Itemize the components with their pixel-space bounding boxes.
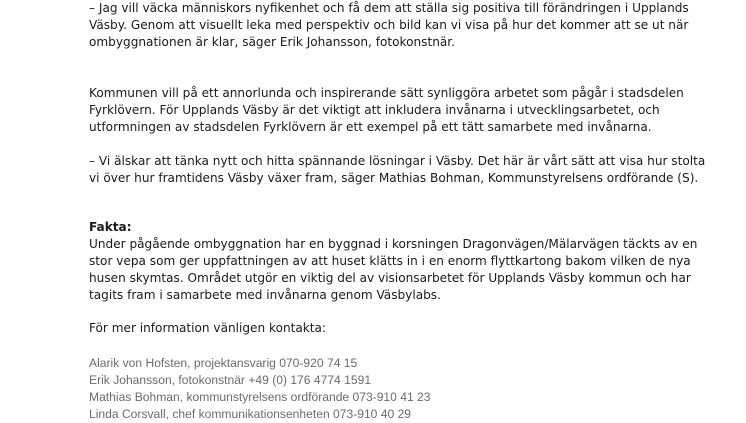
text-line: Väsby. Genom att visuellt leka med perspektiv och bild kan vi visa på hur det kommer att se ut när <box>89 18 689 32</box>
contact-item: Erik Johansson, fotokonstnär +49 (0) 176 4774 1591 <box>89 373 372 387</box>
contact-list <box>89 355 729 423</box>
quote-artist-paragraph <box>89 0 729 51</box>
text-line: – Jag vill väcka människors nyfikenhet och få dem att ställa sig positiva till förändringen i Upplands <box>89 1 689 15</box>
text-line: Under pågående ombyggnation har en byggnad i korsningen Dragonvägen/Mälarvägen täckts av en <box>89 237 698 251</box>
text-line: ombyggnationen är klar, säger Erik Johansson, fotokonstnär. <box>89 35 456 49</box>
contact-item: Alarik von Hofsten, projektansvarig 070-920 74 15 <box>89 356 358 370</box>
facts-section <box>89 219 729 304</box>
text-line: husen skymtas. Området utgör en viktig del av visionsarbetet för Upplands Väsby kommun och har <box>89 271 691 285</box>
contact-item: Mathias Bohman, kommunstyrelsens ordförande 073-910 41 23 <box>89 390 431 404</box>
quote-chair-paragraph <box>89 153 729 187</box>
text-line: vi över hur framtidens Väsby växer fram, säger Mathias Bohman, Kommunstyrelsens ordförande (S). <box>89 171 699 185</box>
text-line: utformningen av stadsdelen Fyrklövern är ett exempel på ett tätt samarbete med invånarna. <box>89 120 652 134</box>
text-line: Kommunen vill på ett annorlunda och inspirerande sätt synliggöra arbetet som pågår i stadsdelen <box>89 86 684 100</box>
text-line: stor vepa som ger uppfattningen av att huset klätts in i en enorm flyttkartong bakom vilken de nya <box>89 254 691 268</box>
text-line: Fyrklövern. För Upplands Väsby är det viktigt att inkludera invånarna i utvecklingsarbetet, och <box>89 103 660 117</box>
text-line: – Vi älskar att tänka nytt och hitta spännande lösningar i Väsby. Det här är vårt sätt att visa hur stolta <box>89 154 706 168</box>
municipality-paragraph <box>89 85 729 136</box>
facts-heading: Fakta: <box>89 220 132 234</box>
contact-item: Linda Corsvall, chef kommunikationsenheten 073-910 40 29 <box>89 407 412 421</box>
text-line: För mer information vänligen kontakta: <box>89 321 327 335</box>
text-line: tagits fram i samarbete med invånarna genom Väsbylabs. <box>89 288 441 302</box>
contact-intro <box>89 320 729 337</box>
